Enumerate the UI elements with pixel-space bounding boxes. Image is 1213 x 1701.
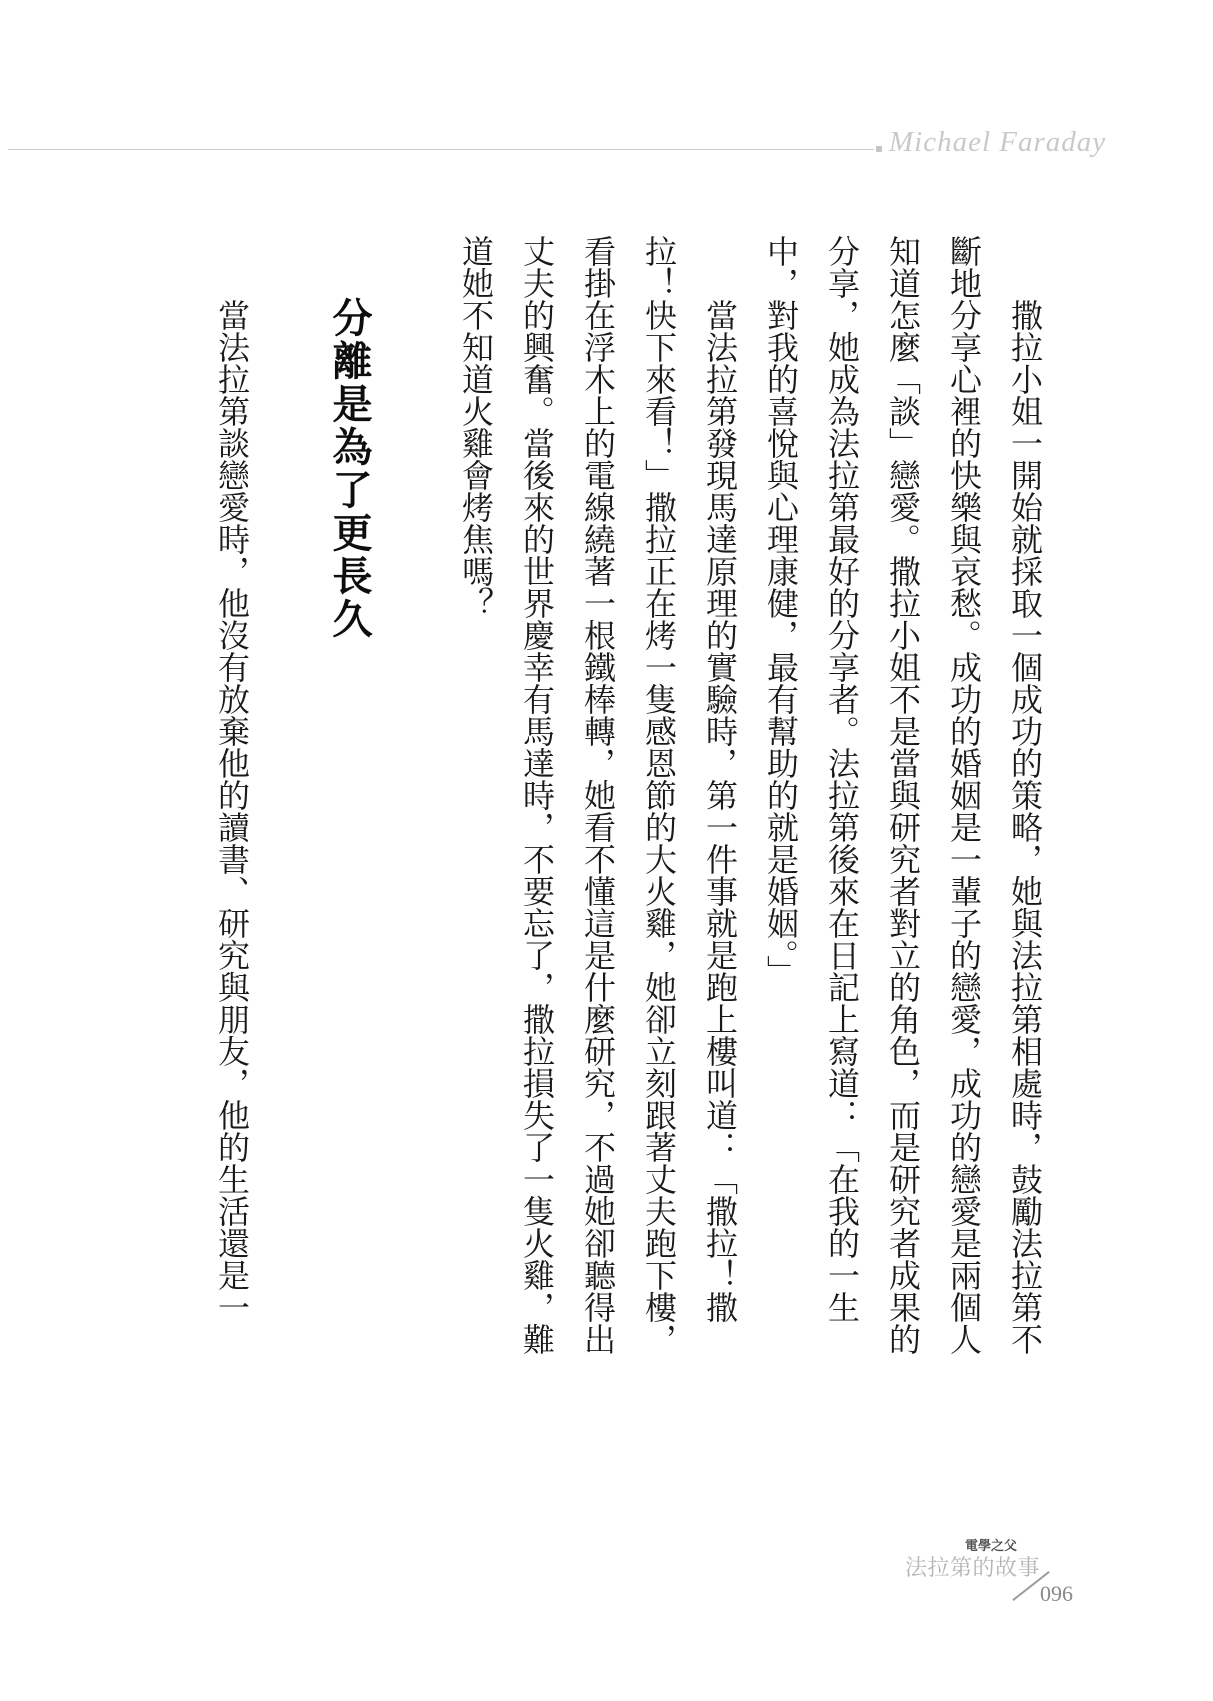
paragraph-2: 當法拉第發現馬達原理的實驗時，第一件事就是跑上樓叫道：「撒拉！撒拉！快下來看！」撒拉正在烤一隻感恩節的大火雞，她卻立刻跟著丈夫跑下樓，看掛在浮木上的電線繞著一根鐵棒轉，她看不懂這是什麼研究，不過她卻聽得出丈夫的興奮。當後來的世界慶幸有馬達時，不要忘了，撒拉損失了一隻火雞，難道她不知道火雞會烤焦嗎？ (458, 235, 738, 1355)
header-rule (8, 149, 874, 150)
footer-book-title: 法拉第的故事 (904, 1555, 1040, 1580)
section-heading: 分離是為了更長久 (327, 297, 371, 641)
article-body (214, 235, 1055, 1357)
running-title: Michael Faraday (889, 126, 1107, 158)
paragraph-1: 撒拉小姐一開始就採取一個成功的策略，她與法拉第相處時，鼓勵法拉第不斷地分享心裡的快樂與哀愁。成功的婚姻是一輩子的戀愛，成功的戀愛是兩個人知道怎麼「談」戀愛。撒拉小姐不是當與研究者對立的角色，而是研究者成果的分享，她成為法拉第最好的分享者。法拉第後來在日記上寫道：「在我的一生中，對我的喜悅與心理康健，最有幫助的就是婚姻。」 (763, 235, 1043, 1355)
page-number: 096 (1040, 1581, 1073, 1606)
footer-series-title: 電學之父 (964, 1538, 1017, 1553)
paragraph-3: 當法拉第談戀愛時，他沒有放棄他的讀書、研究與朋友，他的生活還是一 (214, 299, 250, 1323)
rule-end-dot-icon (876, 146, 882, 152)
